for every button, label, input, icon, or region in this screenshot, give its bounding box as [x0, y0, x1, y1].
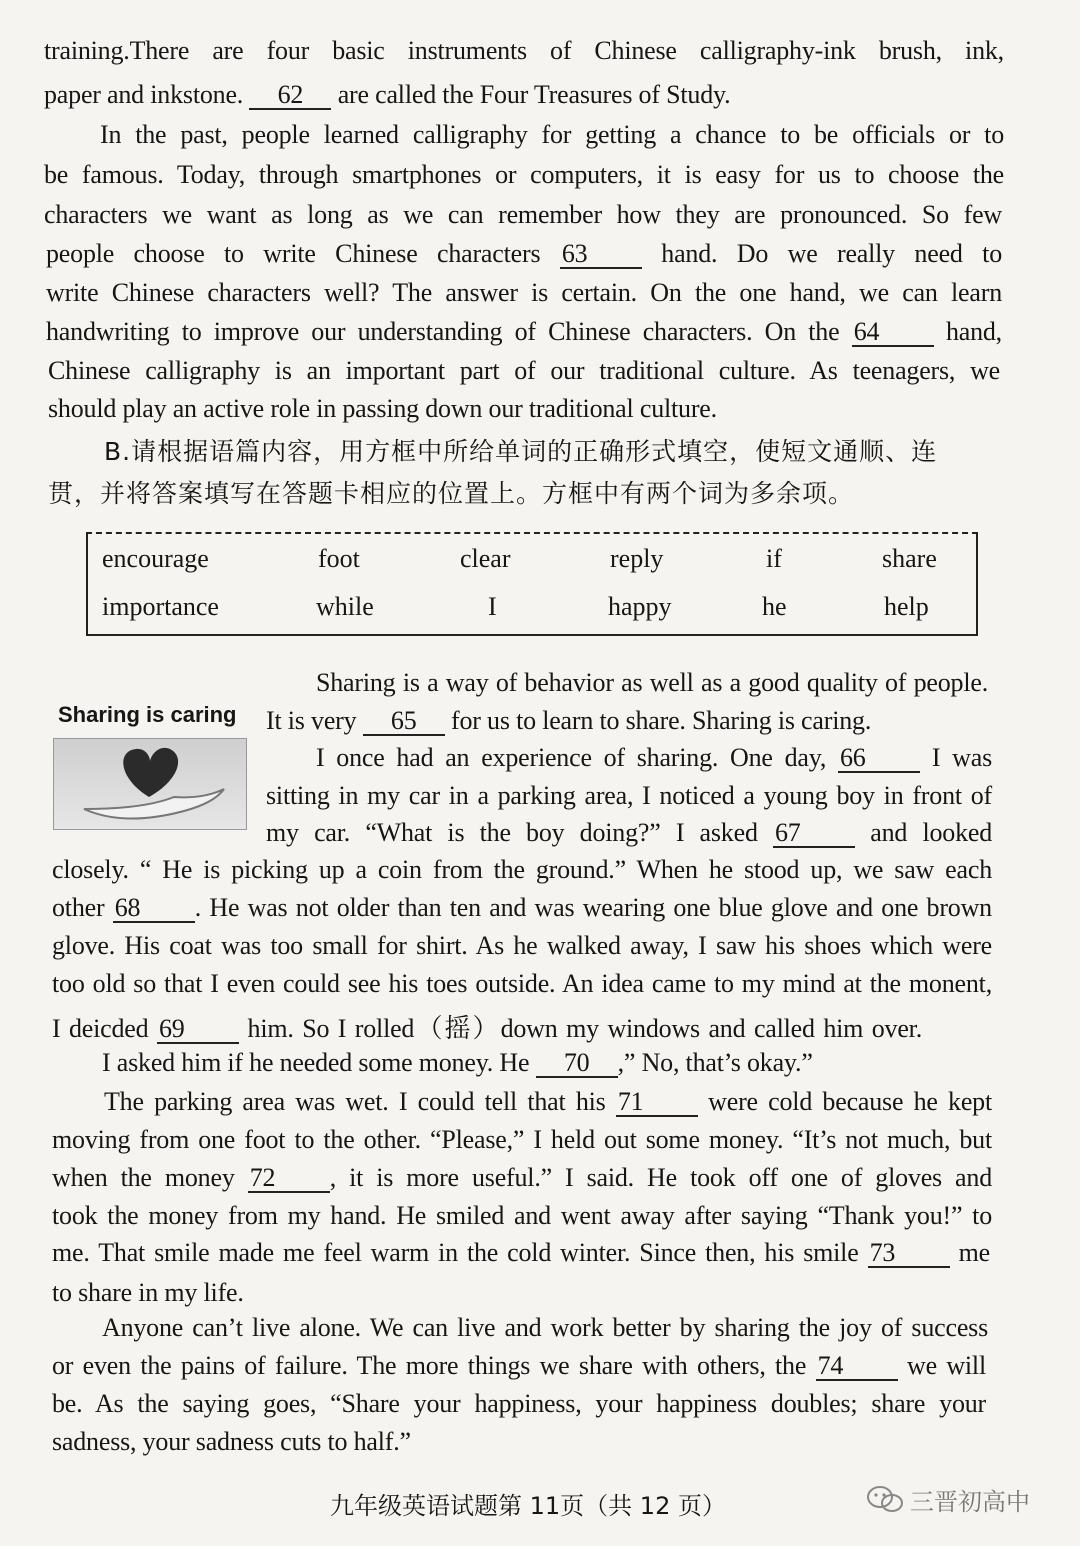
text-segment: other: [52, 893, 113, 922]
word-happy: happy: [608, 592, 672, 621]
text-segment: or even the pains of failure. The more things we share with others, the: [52, 1351, 816, 1380]
text-line: [316, 743, 992, 773]
word-share: share: [882, 544, 937, 573]
text-line: [48, 394, 717, 424]
text-segment: hand. Do we really need to: [641, 239, 1002, 268]
text-line: [52, 1278, 244, 1308]
text-line: [266, 706, 871, 736]
text-segment: too old so that I even could see his toes outside. An idea came to my mind at the monent,: [52, 969, 992, 998]
text-line: [44, 200, 1002, 230]
answer-blank-64: 64: [852, 319, 934, 347]
text-line: [52, 969, 992, 999]
text-line: [52, 893, 992, 923]
text-segment: people choose to write Chinese characters: [46, 239, 560, 268]
text-segment: I once had an experience of sharing. One day,: [316, 743, 838, 772]
text-segment: sadness, your sadness cuts to half.”: [52, 1427, 411, 1456]
text-segment: him. So I rolled（摇）down my windows and called him over.: [238, 1014, 922, 1043]
text-segment: are called the Four Treasures of Study.: [331, 80, 731, 109]
answer-blank-72: 72: [248, 1165, 330, 1193]
text-line: [52, 855, 992, 885]
text-segment: paper and inkstone.: [44, 80, 250, 109]
answer-blank-74: 74: [816, 1353, 898, 1381]
text-segment: me: [949, 1238, 991, 1267]
text-segment: write Chinese characters well? The answer is certain. On the one hand, we can learn: [46, 278, 1002, 307]
text-segment: , it is more useful.” I said. He took off one of gloves and: [329, 1163, 992, 1192]
text-line: [52, 1125, 992, 1155]
text-segment: be. As the saying goes, “Share your happiness, your happiness doubles; share your: [52, 1389, 986, 1418]
text-line: [52, 931, 992, 961]
answer-blank-65: 65: [363, 708, 445, 736]
word-clear: clear: [460, 544, 511, 573]
text-segment: my car. “What is the boy doing?” I asked: [266, 818, 773, 847]
answer-blank-73: 73: [868, 1240, 950, 1268]
text-segment: handwriting to improve our understanding of Chinese characters. On the: [46, 317, 852, 346]
text-line: [52, 1163, 992, 1193]
text-line: [52, 1238, 990, 1268]
answer-blank-68: 68: [113, 895, 195, 923]
text-segment: closely. “ He is picking up a coin from the ground.” When he stood up, we saw each: [52, 855, 992, 884]
word-help: help: [884, 592, 929, 621]
heart-hand-image: [53, 738, 247, 830]
text-segment: should play an active role in passing down our traditional culture.: [48, 394, 717, 423]
text-line: [44, 160, 1004, 190]
text-line: [100, 120, 1004, 150]
text-segment: training.There are four basic instruments of Chinese calligraphy-ink brush, ink,: [44, 36, 1004, 65]
watermark: [866, 1482, 1030, 1517]
answer-blank-70: 70: [536, 1050, 618, 1078]
answer-blank-66: 66: [838, 745, 920, 773]
text-segment: sitting in my car in a parking area, I noticed a young boy in front of: [266, 781, 992, 810]
section-b-instruction-2: 贯，并将答案填写在答题卡相应的位置上。方框中有两个词为多余项。: [48, 479, 855, 508]
word-importance: importance: [102, 592, 219, 621]
text-segment: I was: [920, 743, 992, 772]
text-line: [44, 80, 730, 110]
text-segment: me. That smile made me feel warm in the cold winter. Since then, his smile: [52, 1238, 868, 1267]
text-segment: we will: [897, 1351, 986, 1380]
text-segment: Sharing is a way of behavior as well as a good quality of people.: [316, 668, 988, 697]
text-segment: hand,: [933, 317, 1002, 346]
text-line: [52, 1389, 986, 1419]
text-line: [266, 818, 992, 848]
page-footer: 九年级英语试题第 11页（共 12 页）: [330, 1492, 726, 1520]
text-segment: It is very: [266, 706, 363, 735]
answer-blank-67: 67: [773, 820, 855, 848]
text-segment: ,” No, that’s okay.”: [617, 1048, 813, 1077]
wechat-icon: [866, 1485, 904, 1515]
text-segment: Anyone can’t live alone. We can live and work better by sharing the joy of success: [102, 1313, 988, 1342]
sidebar-title: Sharing is caring: [58, 702, 237, 727]
text-segment: took the money from my hand. He smiled and went away after saying “Thank you!” to: [52, 1201, 992, 1230]
answer-blank-69: 69: [157, 1016, 239, 1044]
text-segment: I deicded: [52, 1014, 157, 1043]
text-line: [52, 1427, 411, 1457]
word-if: if: [766, 544, 782, 573]
text-line: [52, 1008, 922, 1045]
text-line: [316, 668, 988, 698]
word-he: he: [762, 592, 787, 621]
word-foot: foot: [318, 544, 360, 573]
text-segment: were cold because he kept: [697, 1087, 992, 1116]
text-segment: Chinese calligraphy is an important part of our traditional culture. As teenagers, we: [48, 356, 1000, 385]
word-encourage: encourage: [102, 544, 209, 573]
text-line: [266, 781, 992, 811]
text-line: [52, 1201, 992, 1231]
text-segment: The parking area was wet. I could tell that his: [104, 1087, 616, 1116]
word-box: [86, 532, 978, 636]
text-segment: moving from one foot to the other. “Please,” I held out some money. “It’s not much, but: [52, 1125, 992, 1154]
word-while: while: [316, 592, 374, 621]
text-segment: to share in my life.: [52, 1278, 244, 1307]
word-reply: reply: [610, 544, 664, 573]
text-line: [104, 1087, 992, 1117]
watermark-text: 三晋初高中: [910, 1488, 1030, 1516]
text-line: [48, 356, 1000, 386]
text-line: [52, 1351, 986, 1381]
text-segment: and looked: [855, 818, 993, 847]
text-segment: be famous. Today, through smartphones or computers, it is easy for us to choose the: [44, 160, 1004, 189]
answer-blank-63: 63: [560, 241, 642, 269]
answer-blank-71: 71: [616, 1089, 698, 1117]
text-segment: for us to learn to share. Sharing is caring.: [444, 706, 872, 735]
text-line: [46, 278, 1002, 308]
section-b-instruction-1: B.请根据语篇内容，用方框中所给单词的正确形式填空，使短文通顺、连: [104, 437, 938, 466]
text-segment: . He was not older than ten and was wearing one blue glove and one brown: [194, 893, 992, 922]
text-line: [44, 36, 1004, 66]
text-line: [102, 1048, 813, 1078]
text-line: [46, 317, 1002, 347]
text-segment: when the money: [52, 1163, 248, 1192]
text-line: [102, 1313, 988, 1343]
answer-blank-62: 62: [249, 82, 331, 110]
word-i: I: [488, 592, 497, 621]
text-segment: In the past, people learned calligraphy for getting a chance to be officials or to: [100, 120, 1004, 149]
text-segment: I asked him if he needed some money. He: [102, 1048, 536, 1077]
text-segment: characters we want as long as we can remember how they are pronounced. So few: [44, 200, 1002, 229]
text-line: [46, 239, 1002, 269]
text-segment: glove. His coat was too small for shirt. As he walked away, I saw his shoes which were: [52, 931, 992, 960]
